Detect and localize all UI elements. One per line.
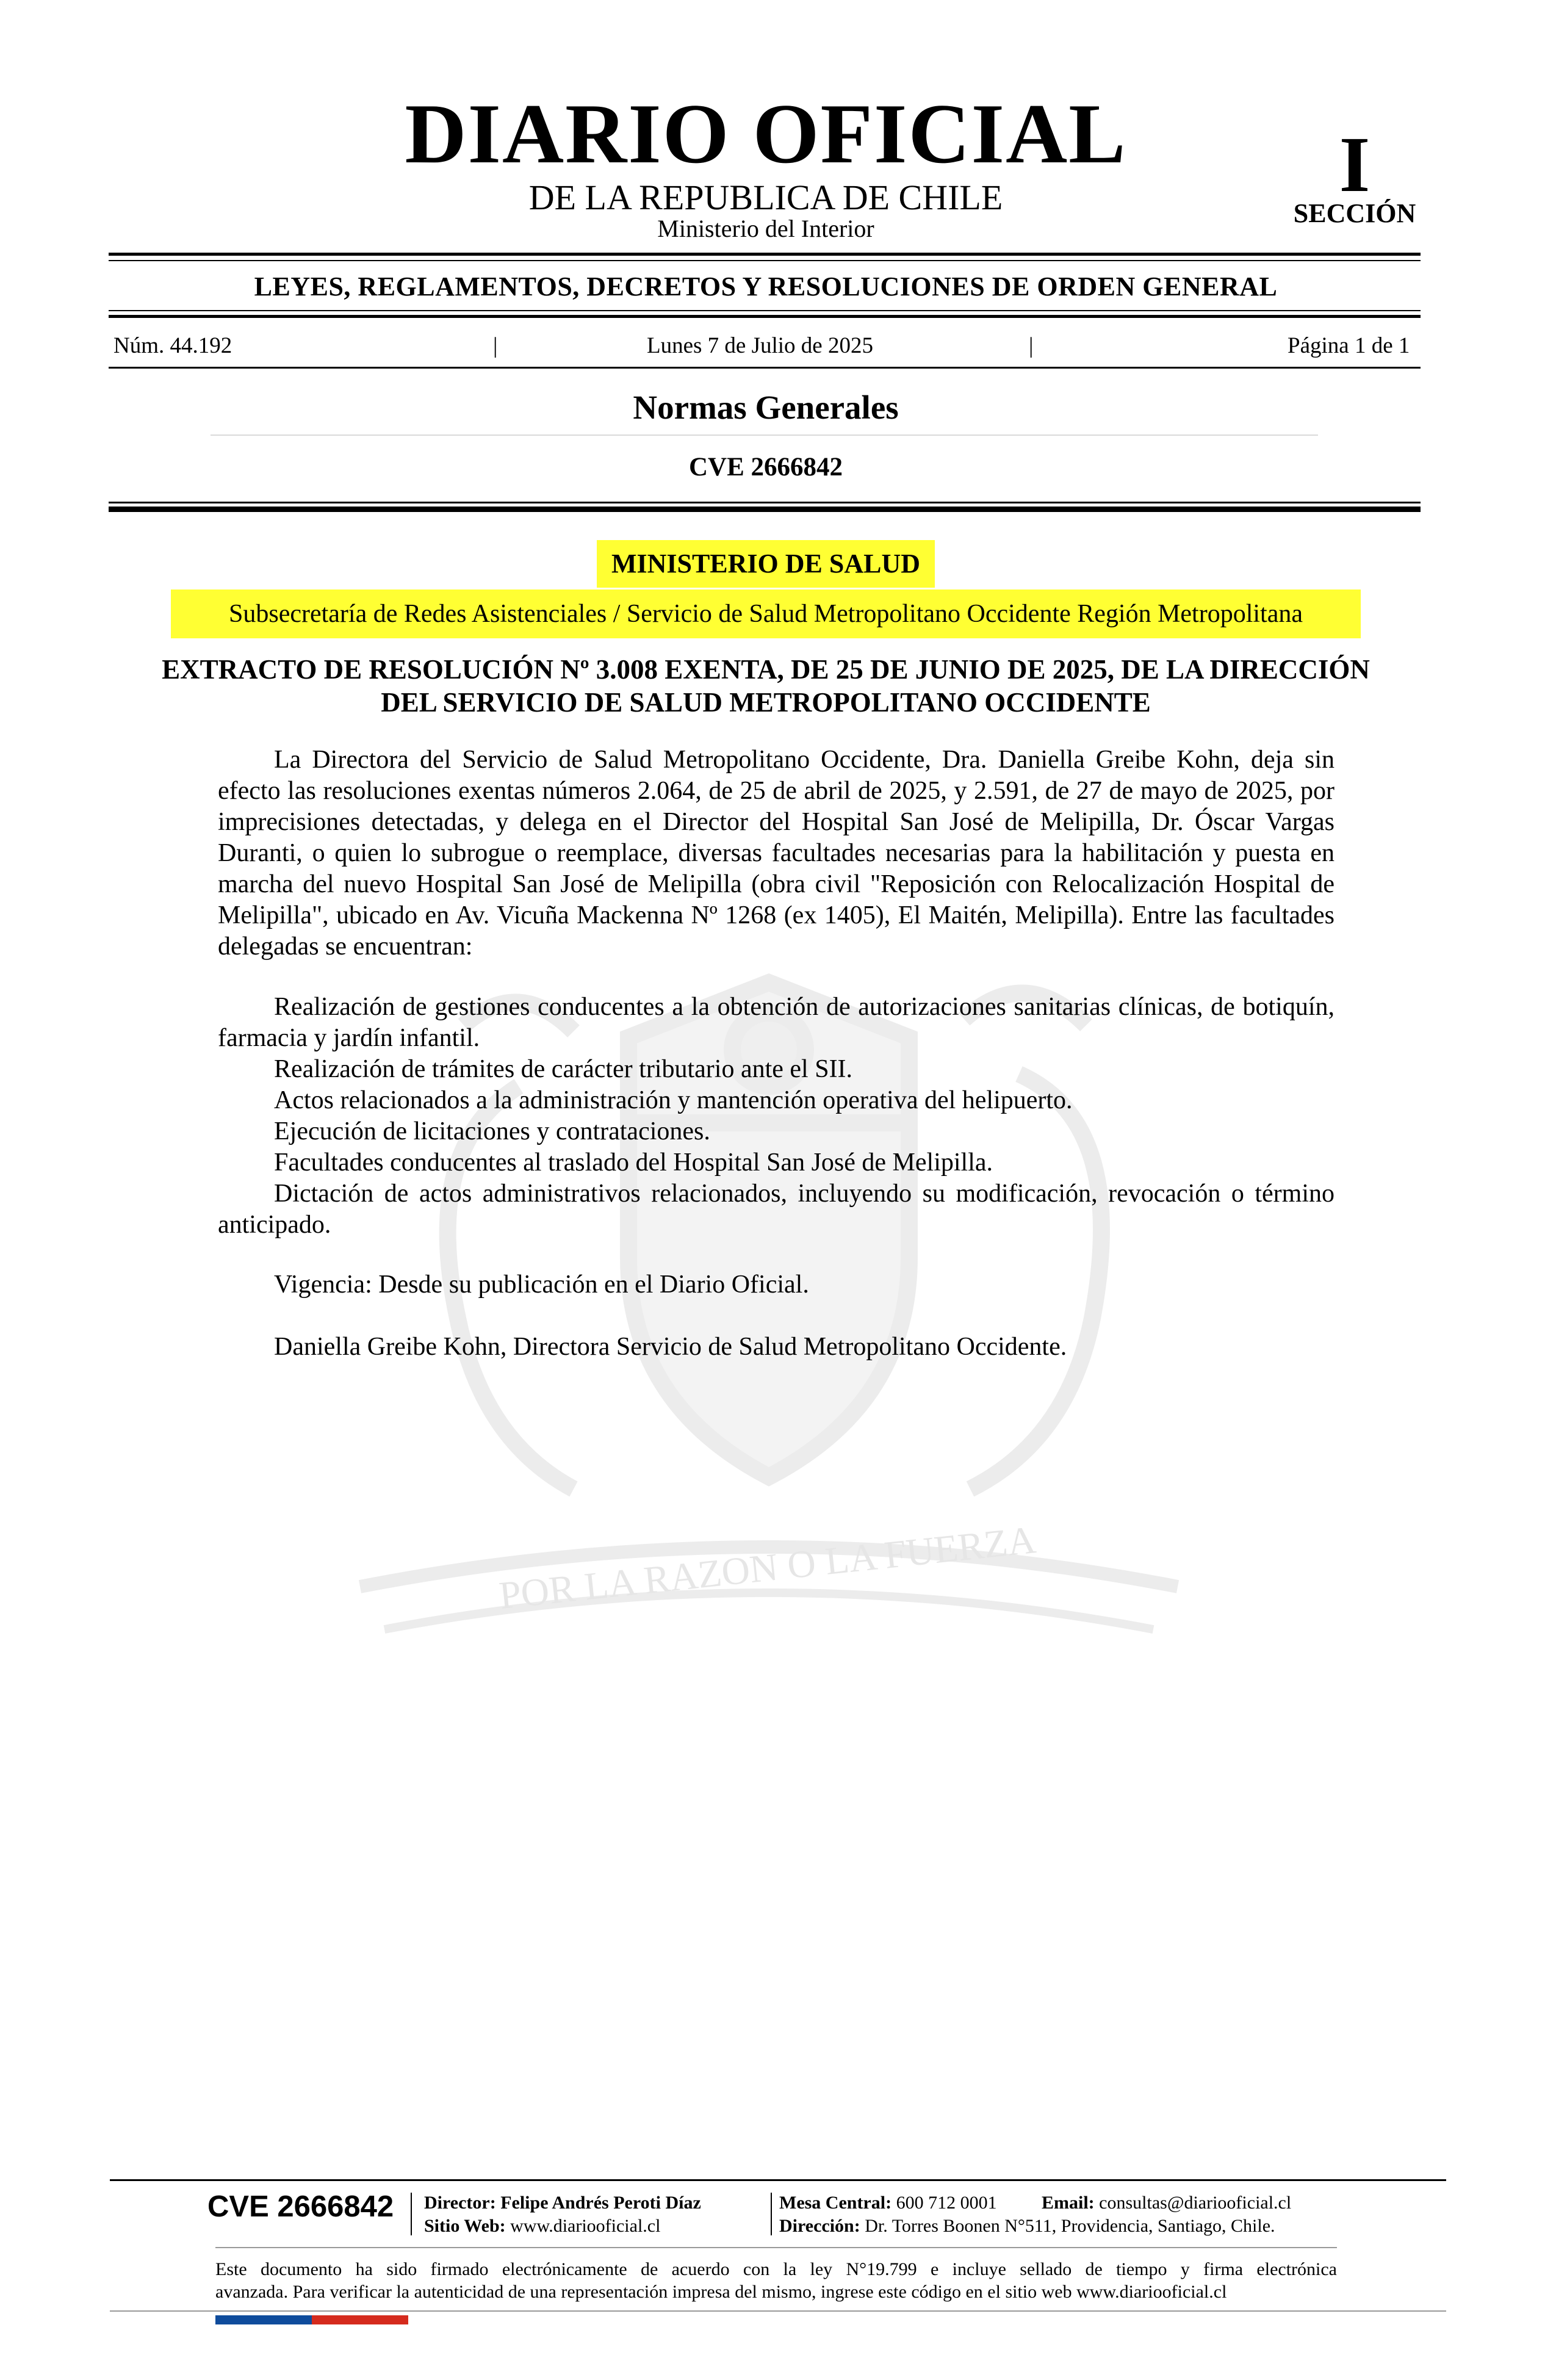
list-item: Dictación de actos administrativos relacionados, incluyendo su modificación, revocación o término anticipado. bbox=[218, 1180, 1334, 1239]
section-heading: Normas Generales bbox=[633, 389, 899, 426]
delegated-powers-list bbox=[218, 992, 1334, 1241]
footer-website bbox=[424, 2215, 660, 2237]
cve-code: CVE 2666842 bbox=[688, 453, 843, 481]
footer-address bbox=[779, 2215, 1275, 2237]
intro-paragraph: La Directora del Servicio de Salud Metropolitano Occidente, Dra. Daniella Greibe Kohn, deja sin efecto las resoluciones exentas números 2.064, de 25 de abril de 2025, y 2.591, de 27 de mayo de 2025, por imprecisiones detectadas, y delega en el Director del Hospital San José de Melipilla, Dr. Óscar Vargas Duranti, o quien lo subrogue o reemplace, diversas facultades necesarias para la habilitación y puesta en marcha del nuevo Hospital San José de Melipilla (obra civil "Reposición con Relocalización Hospital de Melipilla", ubicado en Av. Vicuña Mackenna Nº 1268 (ex 1405), El Maitén, Melipilla). Entre las facultades delegadas se encuentran: bbox=[218, 746, 1334, 961]
list-item: Realización de gestiones conducentes a la obtención de autorizaciones sanitarias clínicas, de botiquín, farmacia y jardín infantil. bbox=[218, 993, 1334, 1052]
issue-date: Lunes 7 de Julio de 2025 bbox=[647, 333, 873, 358]
phone-label: Mesa Central: bbox=[779, 2193, 892, 2213]
website-link[interactable]: www.diariooficial.cl bbox=[510, 2216, 661, 2236]
director-name: Felipe Andrés Peroti Díaz bbox=[500, 2193, 701, 2213]
footer-divider bbox=[215, 2247, 1337, 2248]
section-rule bbox=[109, 507, 1421, 512]
footer-email bbox=[1042, 2192, 1291, 2214]
address-label: Dirección: bbox=[779, 2216, 860, 2236]
header-rule bbox=[109, 315, 1421, 318]
meta-separator: | bbox=[1029, 333, 1034, 358]
section-label: SECCIÓN bbox=[1293, 198, 1416, 228]
header-rule bbox=[109, 253, 1421, 256]
section-rule bbox=[109, 502, 1421, 503]
footer-divider bbox=[411, 2193, 412, 2235]
footer-rule bbox=[110, 2179, 1446, 2181]
extract-title: EXTRACTO DE RESOLUCIÓN Nº 3.008 EXENTA, DE 25 DE JUNIO DE 2025, DE LA DIRECCIÓN DEL SERVICIO DE SALUD METROPOLITANO OCCIDENTE bbox=[162, 654, 1370, 718]
section-number: I bbox=[1339, 121, 1371, 209]
subsecretaria-heading: Subsecretaría de Redes Asistenciales / Servicio de Salud Metropolitano Occidente Región Metropolitana bbox=[171, 590, 1361, 638]
footer-phone bbox=[779, 2192, 997, 2214]
meta-separator: | bbox=[493, 333, 498, 358]
director-label: Director: bbox=[424, 2193, 496, 2213]
meta-rule bbox=[109, 367, 1421, 369]
newspaper-subtitle: DE LA REPUBLICA DE CHILE bbox=[528, 178, 1003, 217]
signature-notice-line: Este documento ha sido firmado electrónicamente de acuerdo con la ley N°19.799 e incluye sellado de tiempo y firma electrónica bbox=[215, 2259, 1337, 2279]
flag-stripe-blue bbox=[215, 2315, 312, 2324]
list-item: Ejecución de licitaciones y contrataciones. bbox=[274, 1117, 710, 1145]
website-label: Sitio Web: bbox=[424, 2216, 506, 2236]
footer-cve-code: CVE 2666842 bbox=[207, 2190, 394, 2223]
list-item: Facultades conducentes al traslado del Hospital San José de Melipilla. bbox=[274, 1149, 993, 1177]
signature-notice-line: avanzada. Para verificar la autenticidad de una representación impresa del mismo, ingrese este código en el sitio web www.diariooficial.cl bbox=[215, 2282, 1227, 2302]
footer-director bbox=[424, 2192, 701, 2214]
email-label: Email: bbox=[1042, 2193, 1095, 2213]
footer-rule bbox=[110, 2310, 1446, 2312]
list-item: Realización de trámites de carácter tributario ante el SII. bbox=[274, 1055, 853, 1083]
page-indicator: Página 1 de 1 bbox=[1288, 333, 1410, 358]
address-value: Dr. Torres Boonen N°511, Providencia, Santiago, Chile. bbox=[865, 2216, 1275, 2236]
list-item: Actos relacionados a la administración y mantención operativa del helipuerto. bbox=[274, 1086, 1073, 1114]
newspaper-title: DIARIO OFICIAL bbox=[405, 87, 1127, 181]
issue-number: Núm. 44.192 bbox=[113, 333, 232, 358]
footer-divider bbox=[771, 2193, 772, 2235]
flag-stripe-red bbox=[312, 2315, 408, 2324]
signature-paragraph: Daniella Greibe Kohn, Directora Servicio de Salud Metropolitano Occidente. bbox=[274, 1333, 1067, 1361]
email-link[interactable]: consultas@diariooficial.cl bbox=[1099, 2193, 1292, 2213]
vigencia-paragraph: Vigencia: Desde su publicación en el Diario Oficial. bbox=[274, 1271, 809, 1299]
ministry-heading: MINISTERIO DE SALUD bbox=[597, 540, 935, 588]
watermark-motto: POR LA RAZON O LA FUERZA bbox=[497, 1518, 1038, 1618]
laws-banner: LEYES, REGLAMENTOS, DECRETOS Y RESOLUCIONES DE ORDEN GENERAL bbox=[254, 272, 1278, 301]
header-rule bbox=[109, 260, 1421, 261]
phone-value: 600 712 0001 bbox=[896, 2193, 997, 2213]
header-rule bbox=[109, 310, 1421, 311]
heading-divider bbox=[211, 435, 1318, 436]
ministry-label: Ministerio del Interior bbox=[657, 215, 874, 242]
